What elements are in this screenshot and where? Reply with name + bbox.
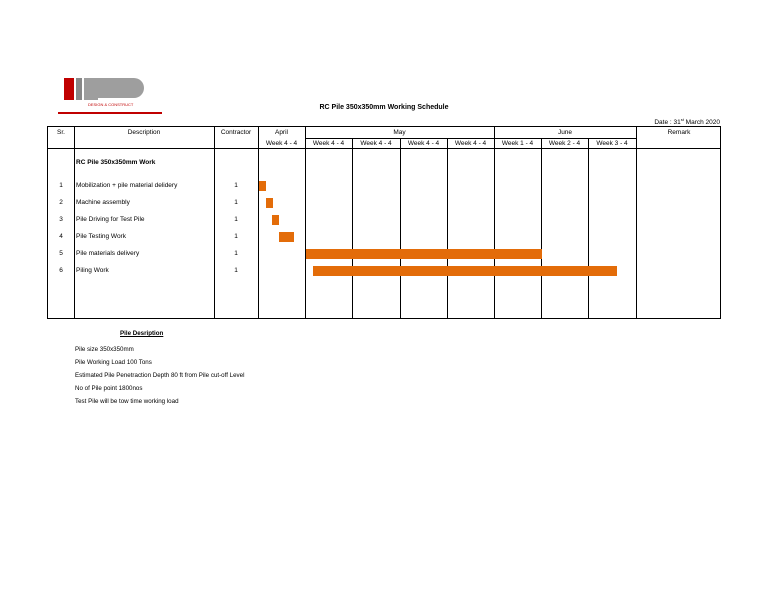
column-divider	[447, 139, 448, 318]
row-description: Pile Testing Work	[76, 233, 126, 240]
row-contractor: 1	[234, 267, 238, 274]
row-description: Piling Work	[76, 267, 109, 274]
header-month-april: April	[274, 129, 288, 136]
header-remark: Remark	[667, 129, 691, 136]
column-divider	[588, 139, 589, 318]
row-contractor: 1	[234, 233, 238, 240]
row-description: Mobilization + pile material delidery	[76, 182, 178, 189]
column-divider	[400, 139, 401, 318]
column-divider	[352, 139, 353, 318]
column-divider	[305, 127, 306, 318]
header-sr: Sr.	[57, 129, 65, 136]
svg-text:DESIGN & CONSTRUCT: DESIGN & CONSTRUCT	[88, 102, 134, 107]
gantt-bar	[266, 198, 273, 208]
row-contractor: 1	[234, 216, 238, 223]
logo-underline	[58, 112, 162, 114]
gantt-bar	[313, 266, 617, 276]
header-week: Week 4 - 4	[360, 140, 392, 147]
section-title: RC Pile 350x350mm Work	[76, 159, 156, 166]
row-contractor: 1	[234, 199, 238, 206]
row-sr: 1	[59, 182, 63, 189]
header-week: Week 1 - 4	[501, 140, 534, 147]
gantt-bar	[279, 232, 294, 242]
row-sr: 6	[59, 267, 63, 274]
schedule-table	[47, 126, 721, 319]
row-contractor: 1	[234, 250, 238, 257]
row-sr: 3	[59, 216, 63, 223]
row-description: Pile Driving for Test Pile	[76, 216, 145, 223]
note-line: No of Pile point 1800nos	[75, 385, 143, 392]
note-line: Test Pile will be tow time working load	[75, 398, 179, 405]
column-divider	[541, 139, 542, 318]
document-date: Date : 31st March 2020	[654, 117, 720, 127]
gantt-bar	[259, 181, 266, 191]
header-divider	[305, 138, 636, 139]
schedule-title: RC Pile 350x350mm Working Schedule	[319, 104, 449, 111]
gantt-bar	[272, 215, 279, 225]
row-sr: 4	[59, 233, 63, 240]
row-description: Pile materials delivery	[76, 250, 140, 257]
pile-description-notes	[75, 330, 244, 408]
row-sr: 2	[59, 199, 63, 206]
header-description: Description	[127, 129, 161, 136]
row-sr: 5	[59, 250, 63, 257]
header-week: Week 4 - 4	[312, 140, 345, 147]
header-week: Week 3 - 4	[596, 140, 628, 147]
notes-heading: Pile Desription	[120, 330, 164, 337]
column-divider	[636, 127, 637, 318]
column-divider	[258, 127, 259, 318]
header-week: Week 4 - 4	[265, 140, 298, 147]
header-week: Week 2 - 4	[548, 140, 581, 147]
note-line: Pile Working Load 100 Tons	[75, 359, 152, 366]
header-month-may: May	[393, 129, 406, 136]
column-divider	[494, 127, 495, 318]
header-week: Week 4 - 4	[454, 140, 487, 147]
row-contractor: 1	[234, 182, 238, 189]
note-line: Pile size 350x350mm	[75, 346, 134, 353]
row-description: Machine assembly	[76, 199, 130, 206]
header-month-june: June	[557, 129, 573, 136]
header-contractor: Contractor	[220, 129, 252, 136]
header-week: Week 4 - 4	[407, 140, 440, 147]
column-divider	[74, 127, 75, 318]
note-line: Estimated Pile Penetraction Depth 80 ft from Pile cut-off Level	[75, 372, 245, 379]
gantt-bar	[306, 249, 542, 259]
header-bottom-line	[48, 148, 720, 149]
